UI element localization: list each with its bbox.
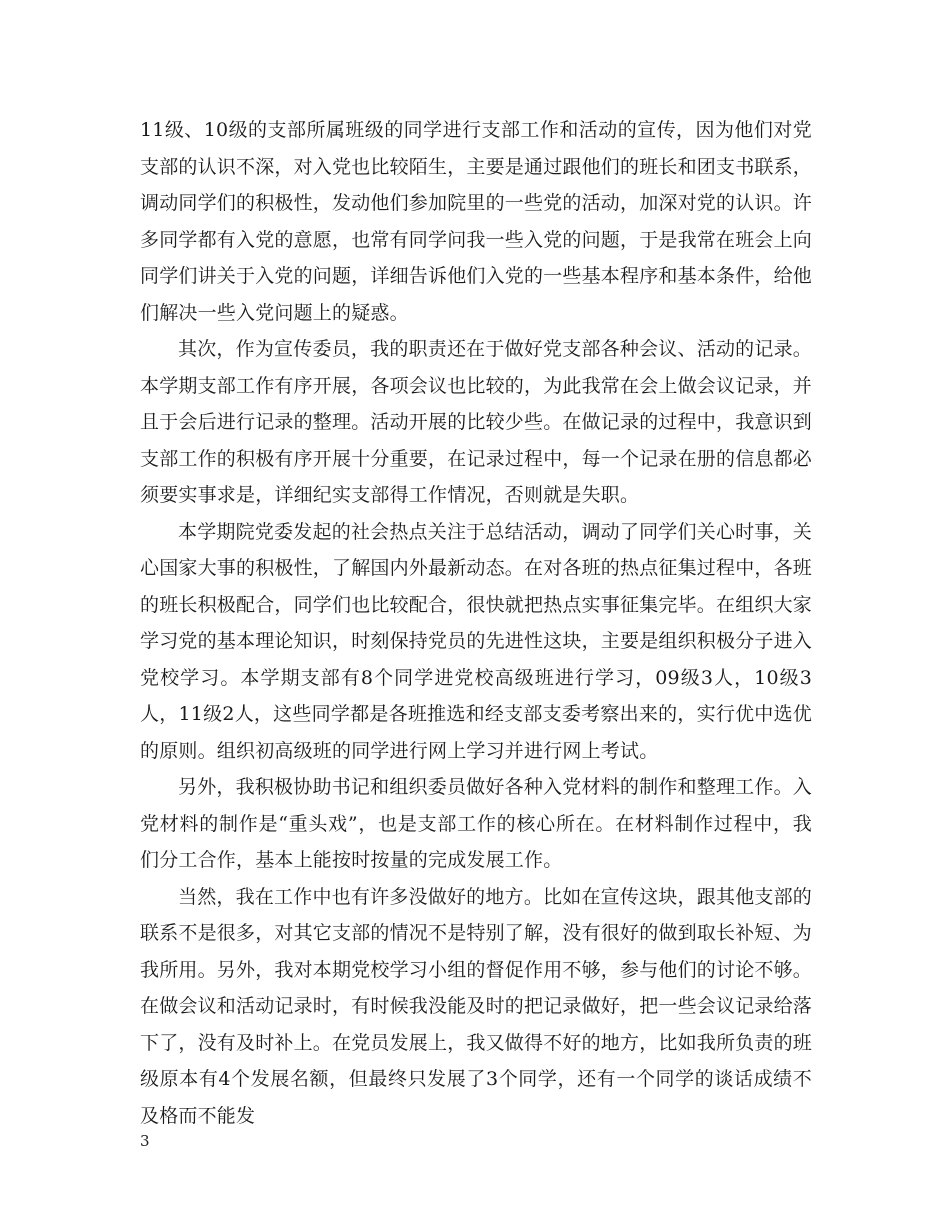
paragraph-5: 当然，我在工作中也有许多没做好的地方。比如在宣传这块，跟其他支部的联系不是很多，对其它支部的情况不是特别了解，没有很好的做到取长补短、为我所用。另外，我对本期党校学习小组的督促作用不够，参与他们的讨论不够。在做会议和活动记录时，有时候我没能及时的把记录做好，把一些会议记录给落下了，没有及时补上。在党员发展上，我又做得不好的地方，比如我所负责的班级原本有4个发展名额，但最终只发展了3个同学，还有一个同学的谈话成绩不及格而不能发	[140, 885, 813, 1127]
paragraph-3: 本学期院党委发起的社会热点关注于总结活动，调动了同学们关心时事，关心国家大事的积极性，了解国内外最新动态。在对各班的热点征集过程中，各班的班长积极配合，同学们也比较配合，很快就把热点实事征集完毕。在组织大家学习党的基本理论知识，时刻保持党员的先进性这块，主要是组织积极分子进入党校学习。本学期支部有8个同学进党校高级班进行学习，09级3人，10级3人，11级2人，这些同学都是各班推选和经支部支委考察出来的，实行优中选优的原则。组织初高级班的同学进行网上学习并进行网上考试。	[140, 520, 813, 762]
paragraph-4: 另外，我积极协助书记和组织委员做好各种入党材料的制作和整理工作。入党材料的制作是“重头戏”，也是支部工作的核心所在。在材料制作过程中，我们分工合作，基本上能按时按量的完成发展工作。	[140, 776, 812, 871]
body-text	[140, 112, 812, 1134]
paragraph-1: 11级、10级的支部所属班级的同学进行支部工作和活动的宣传，因为他们对党支部的认识不深，对入党也比较陌生，主要是通过跟他们的班长和团支书联系，调动同学们的积极性，发动他们参加院里的一些党的活动，加深对党的认识。许多同学都有入党的意愿，也常有同学问我一些入党的问题，于是我常在班会上向同学们讲关于入党的问题，详细告诉他们入党的一些基本程序和基本条件，给他们解决一些入党问题上的疑惑。	[140, 119, 813, 324]
paragraph-2: 其次，作为宣传委员，我的职责还在于做好党支部各种会议、活动的记录。本学期支部工作有序开展，各项会议也比较的，为此我常在会上做会议记录，并且于会后进行记录的整理。活动开展的比较少些。在做记录的过程中，我意识到支部工作的积极有序开展十分重要，在记录过程中，每一个记录在册的信息都必须要实事求是，详细纪实支部得工作情况，否则就是失职。	[140, 338, 813, 506]
page-number: 3	[140, 1132, 150, 1150]
